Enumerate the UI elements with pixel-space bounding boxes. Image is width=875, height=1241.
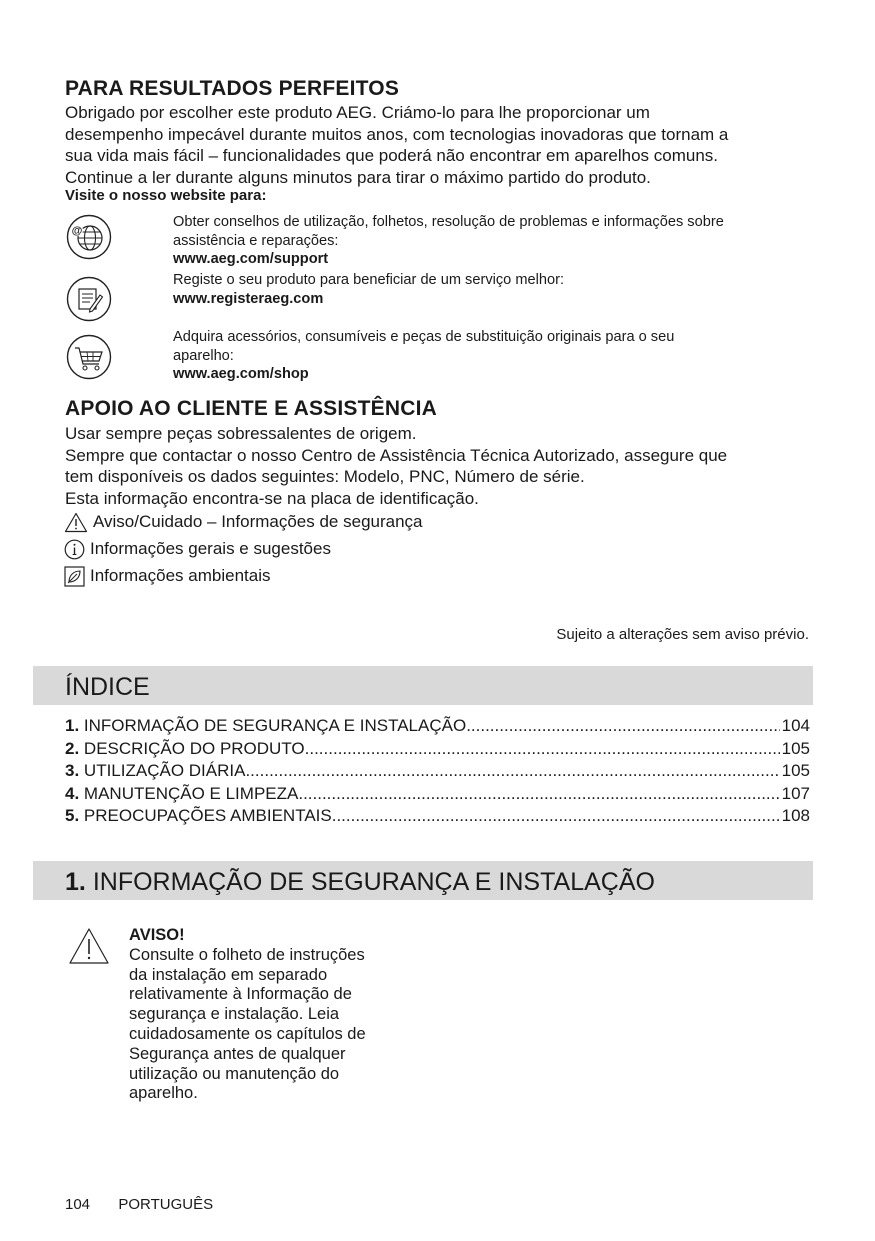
section1-title: [65, 868, 655, 897]
legend-text: Aviso/Cuidado – Informações de segurança: [93, 512, 423, 531]
footer-language: PORTUGUÊS: [118, 1196, 214, 1213]
warning-line: da instalação em separado: [129, 965, 328, 984]
warning-line: aparelho.: [129, 1084, 198, 1103]
leaf-icon: [64, 566, 85, 587]
page-number: 104: [65, 1196, 91, 1213]
toc-number: 1.: [65, 716, 80, 735]
visit-website-label: Visite o nosso website para:: [65, 187, 267, 204]
intro-line: Obrigado por escolher este produto AEG. Criámo-lo para lhe proporcionar um: [65, 103, 650, 122]
warning-line: Consulte o folheto de instruções: [129, 945, 365, 964]
toc-page: 107: [781, 783, 810, 803]
toc-item[interactable]: [65, 805, 810, 828]
table-of-contents: [65, 715, 810, 828]
intro-line: desempenho impecável durante muitos anos, com tecnologias inovadoras que tornam a: [65, 124, 729, 144]
support-line: Sempre que contactar o nosso Centro de Assistência Técnica Autorizado, assegure que: [65, 445, 728, 465]
legend-environment: [64, 565, 270, 587]
warning-box: [129, 926, 399, 1104]
warning-triangle-icon: [64, 512, 88, 533]
toc-title: PREOCUPAÇÕES AMBIENTAIS: [83, 806, 332, 826]
page-footer: [65, 1196, 213, 1213]
toc-label: [65, 805, 332, 828]
website-desc-line: assistência e reparações:: [173, 232, 339, 249]
website-text-shop: [173, 328, 813, 384]
change-notice: Sujeito a alterações sem aviso prévio.: [556, 626, 809, 643]
section1-header-bar: [33, 861, 813, 900]
toc-title: UTILIZAÇÃO DIÁRIA: [83, 761, 246, 781]
intro-line: sua vida mais fácil – funcionalidades que poderá não encontrar em aparelhos comuns.: [65, 146, 719, 165]
toc-page: 108: [781, 806, 810, 826]
legend-text: Informações ambientais: [90, 566, 271, 585]
index-header-bar: [33, 666, 813, 705]
intro-paragraph: [65, 102, 825, 188]
toc-label: [65, 738, 305, 761]
register-note-icon: [66, 276, 112, 322]
toc-page: 104: [781, 716, 810, 735]
section1-number: 1.: [65, 868, 86, 896]
website-text-support: [173, 213, 813, 269]
legend-warning: [64, 511, 423, 533]
website-desc-line: Obter conselhos de utilização, folhetos, resolução de problemas e informações sobre: [173, 214, 724, 230]
warning-line: cuidadosamente os capítulos de: [129, 1024, 366, 1043]
toc-label: [65, 783, 298, 806]
toc-number: 2.: [65, 738, 80, 758]
warning-title: AVISO!: [129, 926, 185, 944]
website-desc-line: Registe o seu produto para beneficiar de um serviço melhor:: [173, 272, 564, 288]
toc-title: DESCRIÇÃO DO PRODUTO: [83, 738, 305, 758]
toc-title: MANUTENÇÃO E LIMPEZA: [83, 783, 299, 803]
toc-item[interactable]: [65, 715, 810, 738]
toc-title: INFORMAÇÃO DE SEGURANÇA E INSTALAÇÃO: [83, 716, 467, 735]
support-paragraph: [65, 423, 825, 509]
toc-label: [65, 760, 245, 783]
warning-triangle-icon: [68, 927, 110, 965]
intro-line: Continue a ler durante alguns minutos para tirar o máximo partido do produto.: [65, 167, 651, 187]
warning-line: Segurança antes de qualquer: [129, 1044, 346, 1063]
support-line: Usar sempre peças sobressalentes de origem.: [65, 424, 417, 443]
toc-leader: [298, 783, 779, 806]
support-line: tem disponíveis os dados seguintes: Modelo, PNC, Número de série.: [65, 467, 585, 486]
toc-leader: [332, 805, 780, 828]
website-url-register[interactable]: www.registeraeg.com: [173, 290, 324, 307]
toc-number: 4.: [65, 783, 80, 803]
toc-number: 3.: [65, 761, 80, 781]
toc-leader: [305, 738, 780, 761]
section1-title-text: INFORMAÇÃO DE SEGURANÇA E INSTALAÇÃO: [92, 868, 655, 896]
toc-page: 105: [781, 761, 810, 781]
info-icon: [64, 539, 85, 560]
website-text-register: [173, 271, 813, 308]
toc-leader: [245, 760, 779, 783]
website-desc-line: Adquira acessórios, consumíveis e peças de substituição originais para o seu: [173, 329, 675, 345]
globe-at-icon: [66, 214, 112, 260]
index-title: ÍNDICE: [65, 673, 150, 701]
toc-page: 105: [781, 738, 810, 758]
toc-number: 5.: [65, 806, 80, 826]
website-desc-line: aparelho:: [173, 347, 234, 364]
section-title-perfect-results: PARA RESULTADOS PERFEITOS: [65, 77, 400, 100]
legend-text: Informações gerais e sugestões: [90, 539, 331, 558]
website-url-support[interactable]: www.aeg.com/support: [173, 251, 329, 268]
warning-line: utilização ou manutenção do: [129, 1064, 340, 1083]
warning-line: relativamente à Informação de: [129, 985, 352, 1004]
toc-leader: [466, 715, 779, 738]
website-url-shop[interactable]: www.aeg.com/shop: [173, 366, 309, 383]
toc-item[interactable]: [65, 760, 810, 783]
warning-line: segurança e instalação. Leia: [129, 1005, 340, 1024]
support-line: Esta informação encontra-se na placa de identificação.: [65, 488, 479, 508]
shopping-cart-icon: [66, 334, 112, 380]
legend-info: [64, 538, 331, 560]
section-title-customer-support: APOIO AO CLIENTE E ASSISTÊNCIA: [65, 397, 437, 420]
toc-label: [65, 715, 466, 738]
toc-item[interactable]: [65, 738, 810, 761]
svg-text:@: @: [71, 225, 83, 237]
toc-item[interactable]: [65, 783, 810, 806]
